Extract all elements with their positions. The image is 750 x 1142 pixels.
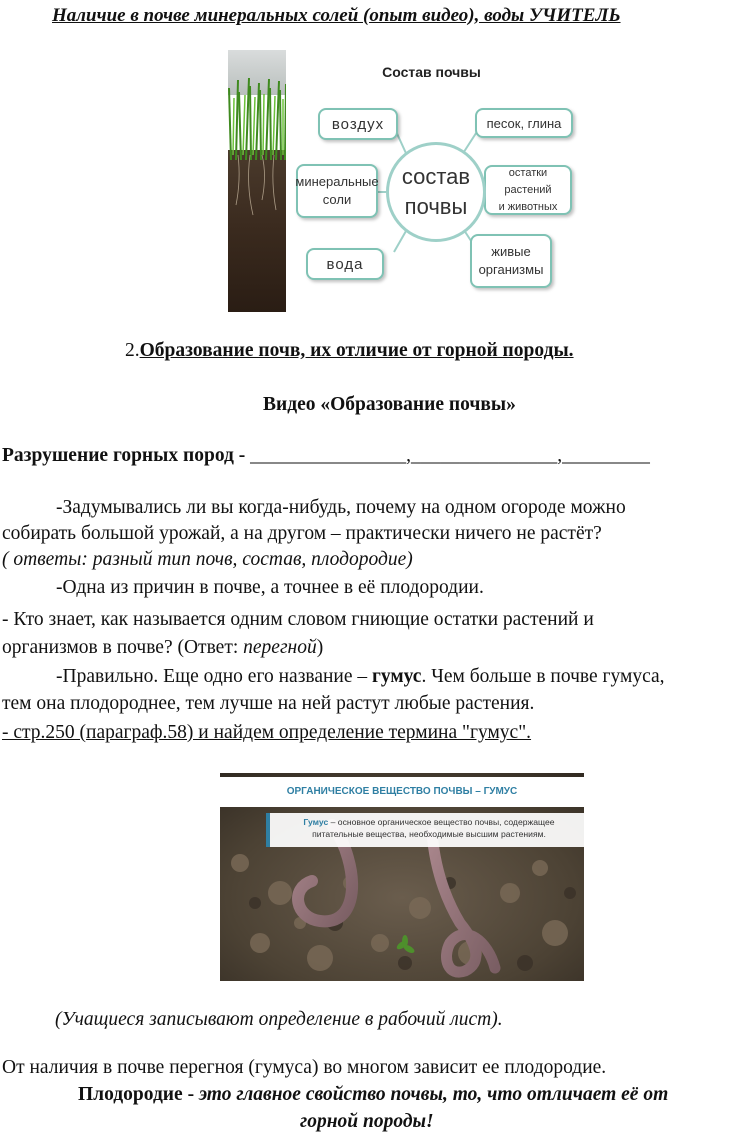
soil-cross-section-image: [228, 50, 286, 312]
diagram-item-remains-line2: и животных: [498, 200, 558, 213]
diagram-item-air: воздух: [318, 108, 398, 140]
expected-answers: ( ответы: разный тип почв, состав, плодородие): [2, 549, 413, 570]
correct-suffix: . Чем больше в почве гумуса,: [421, 666, 665, 687]
destruction-line: [2, 444, 650, 468]
question-2-answer: перегной: [243, 637, 317, 658]
soil-composition-diagram: [290, 52, 573, 310]
fertility-term: Плодородие -: [78, 1084, 199, 1105]
fertility-line: От наличия в почве перегноя (гумуса) во многом зависит ее плодородие.: [2, 1057, 607, 1078]
fertility-definition-line-2: горной породы!: [300, 1111, 434, 1132]
fertility-definition-text: это главное свойство почвы, то, что отличает её от: [198, 1084, 669, 1105]
diagram-item-organisms-line2: организмы: [478, 262, 544, 277]
diagram-item-organisms-line1: живые: [491, 244, 531, 259]
question-1-line-2: собирать большой урожай, а на другом – практически ничего не растёт?: [2, 523, 602, 544]
diagram-item-minerals-line2: соли: [322, 192, 352, 207]
section-heading-text: Образование почв, их отличие от горной породы.: [139, 340, 574, 361]
fertility-definition-line-1: [78, 1083, 668, 1107]
soil-composition-figure: [228, 50, 573, 312]
humus-definition-line1: – основное органическое вещество почвы, содержащее: [328, 817, 555, 827]
diagram-center-line2: почвы: [404, 194, 468, 219]
question-2-line-1: - Кто знает, как называется одним словом гниющие остатки растений и: [2, 609, 594, 630]
humus-definition-box: [266, 813, 584, 847]
correct-line-2: тем она плодороднее, тем лучше на ней растут любые растения.: [2, 693, 535, 714]
diagram-item-remains-line1: остатки растений: [504, 166, 552, 196]
question-2-suffix: ): [316, 637, 324, 658]
destruction-label: Разрушение горных пород -: [2, 445, 251, 466]
humus-definition-line2: питательные вещества, необходимые высшим растениям.: [312, 829, 546, 839]
diagram-item-minerals: [296, 164, 378, 218]
humus-definition-term: Гумус: [303, 817, 329, 827]
question-2-prefix: организмов в почве? (Ответ:: [2, 637, 244, 658]
page-title: Наличие в почве минеральных солей (опыт видео), воды УЧИТЕЛЬ: [52, 5, 621, 26]
section-heading: [125, 339, 574, 363]
diagram-item-organisms: [470, 234, 552, 288]
destruction-blanks: ________________,_______________,_________: [250, 445, 650, 466]
diagram-item-sand: песок, глина: [475, 108, 573, 138]
diagram-item-remains: [484, 165, 572, 215]
reason-line: -Одна из причин в почве, а точнее в её плодородии.: [56, 577, 484, 598]
diagram-item-minerals-line1: минеральные: [295, 174, 379, 189]
humus-figure: [220, 773, 584, 981]
diagram-item-water: вода: [306, 248, 384, 280]
diagram-title: Состав почвы: [382, 64, 481, 80]
question-2-line-2: [2, 636, 323, 660]
page-reference: - стр.250 (параграф.58) и найдем определение термина "гумус".: [2, 722, 532, 743]
correct-line-1: [56, 665, 665, 689]
section-number: 2.: [125, 340, 140, 361]
students-note: (Учащиеся записывают определение в рабочий лист).: [55, 1009, 503, 1030]
question-1-line-1: -Задумывались ли вы когда-нибудь, почему на одном огороде можно: [56, 497, 626, 518]
humus-figure-title: ОРГАНИЧЕСКОЕ ВЕЩЕСТВО ПОЧВЫ – ГУМУС: [220, 777, 584, 807]
humus-word: гумус: [372, 666, 422, 687]
correct-prefix: -Правильно. Еще одно его название –: [56, 666, 373, 687]
video-title: Видео «Образование почвы»: [263, 394, 516, 415]
diagram-center-line1: состав: [401, 164, 471, 189]
diagram-center: [386, 142, 486, 242]
